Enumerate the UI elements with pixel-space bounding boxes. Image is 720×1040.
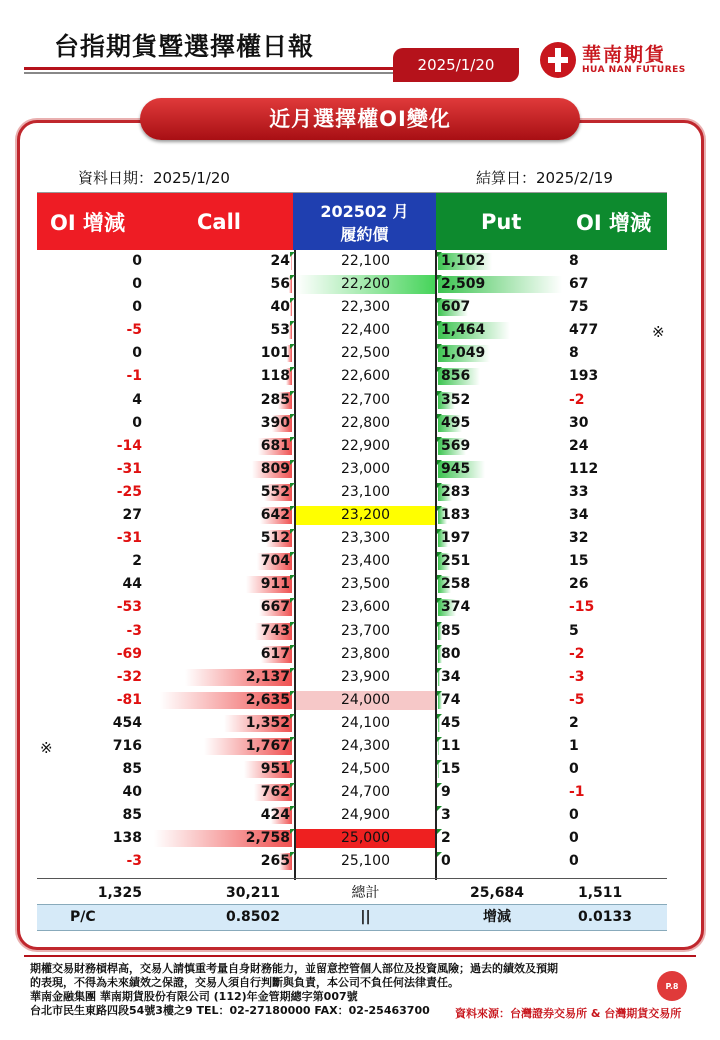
oi-change-call-cell: -5 <box>126 322 142 339</box>
table-row <box>0 527 720 550</box>
cell-marker-icon <box>290 367 295 372</box>
cell-marker-icon <box>290 622 295 627</box>
put-oi-cell: 45 <box>441 714 461 731</box>
cell-marker-icon <box>290 529 295 534</box>
company-logo <box>540 40 692 80</box>
call-oi-cell: 24 <box>270 253 290 269</box>
put-oi-cell: 495 <box>441 414 471 431</box>
put-oi-cell: 352 <box>441 391 471 408</box>
table-row <box>0 827 720 850</box>
put-oi-cell: 283 <box>441 483 471 500</box>
oi-change-put-cell: 0 <box>569 853 579 870</box>
oi-change-put-cell: 26 <box>569 576 589 593</box>
oi-change-call-cell: 85 <box>122 761 142 778</box>
pc-value: 0.8502 <box>225 909 280 925</box>
put-oi-cell: 183 <box>441 507 471 524</box>
note-mark-put: ※ <box>652 323 665 341</box>
put-oi-cell: 258 <box>441 576 471 593</box>
strike-cell: 25,000 <box>341 830 390 847</box>
strike-cell: 24,100 <box>341 714 390 731</box>
oi-change-call-cell: 0 <box>132 345 142 362</box>
company-license: 華南金融集團 華南期貨股份有限公司 (112)年金管期總字第007號 <box>30 990 358 1003</box>
cell-marker-icon <box>290 806 295 811</box>
strike-label: 履約價 <box>340 224 389 244</box>
oi-change-put-cell: -15 <box>569 599 595 616</box>
strike-cell: 23,100 <box>341 483 390 500</box>
pc-change-label: 增減 <box>483 909 511 925</box>
oi-change-call-header: OI 增減 <box>50 210 125 235</box>
logo-cn-text: 華南期貨 <box>582 44 667 66</box>
table-row <box>0 319 720 342</box>
call-oi-cell: 743 <box>260 622 290 639</box>
total-call: 30,211 <box>225 885 280 901</box>
cell-marker-icon <box>290 691 295 696</box>
put-oi-cell: 3 <box>441 807 451 824</box>
oi-change-call-cell: 85 <box>122 807 142 824</box>
oi-change-put-cell: -5 <box>569 691 585 708</box>
report-date: 2025/1/20 <box>393 48 519 82</box>
call-oi-cell: 951 <box>260 761 290 778</box>
put-oi-cell: 15 <box>441 761 461 778</box>
put-oi-cell: 9 <box>441 784 451 801</box>
call-oi-cell: 118 <box>260 368 290 385</box>
total-oi-call: 1,325 <box>97 885 142 901</box>
table-row <box>0 365 720 388</box>
table-row <box>0 342 720 365</box>
put-oi-cell: 85 <box>441 622 461 639</box>
pc-label: P/C <box>70 909 96 925</box>
strike-cell: 23,800 <box>341 645 390 662</box>
strike-cell: 24,300 <box>341 737 390 754</box>
call-oi-cell: 642 <box>260 507 290 524</box>
put-header-label: Put <box>481 209 522 234</box>
call-oi-cell: 512 <box>260 530 290 547</box>
strike-cell: 25,100 <box>341 853 390 870</box>
call-oi-cell: 53 <box>270 322 290 339</box>
call-oi-cell: 617 <box>260 645 290 662</box>
cell-marker-icon <box>290 829 295 834</box>
company-address: 台北市民生東路四段54號3樓之9 TEL：02-27180000 FAX：02-25463700 <box>30 1004 430 1017</box>
cell-marker-icon <box>290 598 295 603</box>
call-oi-cell: 2,635 <box>245 691 290 708</box>
call-header-label: Call <box>197 209 241 234</box>
note-mark-call: ※ <box>40 739 53 757</box>
cell-marker-icon <box>290 760 295 765</box>
table-row <box>0 689 720 712</box>
oi-change-call-cell: 138 <box>112 830 142 847</box>
oi-change-put-cell: -2 <box>569 391 585 408</box>
oi-change-put-cell: 5 <box>569 622 579 639</box>
oi-change-put-cell: -2 <box>569 645 585 662</box>
put-oi-cell: 1,102 <box>441 253 486 269</box>
oi-change-call-cell: -31 <box>116 460 142 477</box>
put-oi-cell: 945 <box>441 460 471 477</box>
table-row <box>0 596 720 619</box>
cell-marker-icon <box>290 321 295 326</box>
strike-cell: 22,700 <box>341 391 390 408</box>
oi-change-put-header: OI 增減 <box>576 210 651 235</box>
call-oi-cell: 667 <box>260 599 290 616</box>
page-number-badge: P.8 <box>657 971 687 1001</box>
table-row <box>0 389 720 412</box>
oi-change-put-cell: 477 <box>569 322 599 339</box>
call-oi-cell: 1,767 <box>245 737 290 754</box>
call-oi-cell: 265 <box>260 853 290 870</box>
table-row <box>0 412 720 435</box>
table-row <box>0 620 720 643</box>
cell-marker-icon <box>290 852 295 857</box>
table-row <box>0 735 720 758</box>
table-row <box>0 573 720 596</box>
cell-marker-icon <box>290 252 295 257</box>
oi-change-call-cell: 0 <box>132 414 142 431</box>
strike-cell: 22,300 <box>341 299 390 316</box>
oi-change-put-cell: 0 <box>569 830 579 847</box>
oi-change-put-cell: 0 <box>569 807 579 824</box>
oi-change-call-cell: -32 <box>116 668 142 685</box>
oi-change-call-cell: -3 <box>126 622 142 639</box>
strike-cell: 23,900 <box>341 668 390 685</box>
oi-change-call-cell: -53 <box>116 599 142 616</box>
settlement-date: 結算日：2025/2/19 <box>476 169 613 187</box>
table-row <box>0 712 720 735</box>
put-oi-cell: 34 <box>441 668 461 685</box>
put-oi-cell: 80 <box>441 645 461 662</box>
section-banner <box>140 98 580 140</box>
oi-change-put-cell: 2 <box>569 714 579 731</box>
strike-cell: 22,900 <box>341 437 390 454</box>
strike-cell: 23,700 <box>341 622 390 639</box>
cell-marker-icon <box>290 414 295 419</box>
cell-marker-icon <box>290 437 295 442</box>
total-label: 總計 <box>351 885 380 901</box>
oi-change-put-cell: 112 <box>569 460 599 477</box>
footer-rule <box>24 955 696 957</box>
table-row <box>0 643 720 666</box>
section-title: 近月選擇權OI變化 <box>269 107 451 131</box>
cell-marker-icon <box>290 783 295 788</box>
report-title: 台指期貨暨選擇權日報 <box>54 32 315 61</box>
oi-change-call-cell: 716 <box>112 737 142 754</box>
table-row <box>0 504 720 527</box>
table-row <box>0 250 720 273</box>
logo-mark-icon <box>540 42 576 78</box>
call-oi-cell: 2,758 <box>245 830 290 847</box>
oi-change-call-cell: -69 <box>116 645 142 662</box>
put-header <box>436 193 667 250</box>
table-row <box>0 435 720 458</box>
cell-marker-icon <box>290 460 295 465</box>
logo-en-text: HUA NAN FUTURES <box>582 65 686 75</box>
put-oi-cell: 197 <box>441 530 471 547</box>
oi-change-put-cell: 24 <box>569 437 589 454</box>
oi-change-put-cell: 193 <box>569 368 599 385</box>
oi-change-call-cell: 0 <box>132 253 142 269</box>
put-oi-cell: 74 <box>441 691 461 708</box>
oi-change-call-cell: 2 <box>132 553 142 570</box>
disclaimer-line-2: 的表現，不得為未來績效之保證，交易人須自行判斷與負責，本公司不負任何法律責任。 <box>30 976 459 989</box>
put-oi-cell: 1,464 <box>441 322 486 339</box>
oi-change-call-cell: 27 <box>122 507 142 524</box>
oi-change-put-cell: 8 <box>569 345 579 362</box>
strike-cell: 22,600 <box>341 368 390 385</box>
total-put: 25,684 <box>470 885 525 901</box>
call-oi-cell: 704 <box>260 553 290 570</box>
oi-change-put-cell: 75 <box>569 299 589 316</box>
oi-change-call-cell: -3 <box>126 853 142 870</box>
table-row <box>0 850 720 873</box>
call-oi-cell: 1,352 <box>245 714 290 731</box>
strike-cell: 22,500 <box>341 345 390 362</box>
strike-cell: 23,400 <box>341 553 390 570</box>
disclaimer-line-1: 期權交易財務槓桿高，交易人請慎重考量自身財務能力，並留意控管個人部位及投資風險；過去的績效及預期 <box>30 962 558 975</box>
put-oi-cell: 374 <box>441 599 471 616</box>
oi-change-put-cell: 1 <box>569 737 579 754</box>
table-row <box>0 781 720 804</box>
cell-marker-icon <box>290 552 295 557</box>
oi-change-put-cell: 8 <box>569 253 579 269</box>
oi-change-call-cell: -25 <box>116 483 142 500</box>
put-oi-cell: 11 <box>441 737 461 754</box>
oi-change-call-cell: -14 <box>116 437 142 454</box>
oi-change-call-cell: 4 <box>132 391 142 408</box>
table-row <box>0 481 720 504</box>
cell-marker-icon <box>290 483 295 488</box>
strike-cell: 22,200 <box>341 276 390 293</box>
call-header <box>37 193 293 250</box>
header-rule-shadow <box>24 72 394 74</box>
table-row <box>0 804 720 827</box>
put-oi-cell: 569 <box>441 437 471 454</box>
oi-change-put-cell: 33 <box>569 483 589 500</box>
strike-cell: 23,200 <box>341 507 390 524</box>
call-oi-cell: 390 <box>260 414 290 431</box>
cell-marker-icon <box>290 275 295 280</box>
cell-marker-icon <box>290 575 295 580</box>
strike-cell: 23,600 <box>341 599 390 616</box>
oi-change-call-cell: -31 <box>116 530 142 547</box>
table-row <box>0 296 720 319</box>
strike-cell: 24,700 <box>341 784 390 801</box>
call-oi-cell: 911 <box>260 576 290 593</box>
cell-marker-icon <box>290 645 295 650</box>
put-oi-cell: 251 <box>441 553 471 570</box>
call-oi-cell: 101 <box>260 345 290 362</box>
strike-cell: 22,800 <box>341 414 390 431</box>
oi-change-put-cell: 67 <box>569 276 589 293</box>
call-oi-cell: 2,137 <box>245 668 290 685</box>
oi-change-call-cell: -81 <box>116 691 142 708</box>
total-oi-put: 1,511 <box>578 885 623 901</box>
oi-change-put-cell: 34 <box>569 507 589 524</box>
oi-change-put-cell: 32 <box>569 530 589 547</box>
strike-cell: 23,500 <box>341 576 390 593</box>
strike-cell: 24,000 <box>341 691 390 708</box>
strike-cell: 24,900 <box>341 807 390 824</box>
header-rule <box>24 67 394 70</box>
strike-cell: 23,300 <box>341 530 390 547</box>
cell-marker-icon <box>290 298 295 303</box>
oi-change-put-cell: 0 <box>569 761 579 778</box>
oi-change-call-cell: 40 <box>122 784 142 801</box>
oi-table-body <box>0 250 720 874</box>
cell-marker-icon <box>290 506 295 511</box>
pc-separator: || <box>360 909 371 925</box>
put-oi-cell: 1,049 <box>441 345 486 362</box>
put-oi-cell: 607 <box>441 299 471 316</box>
strike-cell: 23,000 <box>341 460 390 477</box>
table-row <box>0 758 720 781</box>
put-oi-cell: 0 <box>441 853 451 870</box>
call-oi-cell: 424 <box>260 807 290 824</box>
call-oi-cell: 56 <box>270 276 290 293</box>
cell-marker-icon <box>290 737 295 742</box>
month-label: 202502 月 <box>320 201 409 221</box>
totals-rule <box>37 878 667 879</box>
oi-change-call-cell: 0 <box>132 299 142 316</box>
oi-change-put-cell: -1 <box>569 784 585 801</box>
oi-change-put-cell: 30 <box>569 414 589 431</box>
strike-cell: 22,100 <box>341 253 390 269</box>
strike-header <box>293 193 436 250</box>
cell-marker-icon <box>290 391 295 396</box>
call-oi-cell: 552 <box>260 483 290 500</box>
strike-cell: 24,500 <box>341 761 390 778</box>
oi-change-call-cell: -1 <box>126 368 142 385</box>
call-oi-cell: 762 <box>260 784 290 801</box>
put-oi-cell: 2,509 <box>441 276 486 293</box>
oi-change-call-cell: 454 <box>112 714 142 731</box>
pc-change-value: 0.0133 <box>578 909 633 925</box>
table-row <box>0 666 720 689</box>
oi-change-put-cell: -3 <box>569 668 585 685</box>
cell-marker-icon <box>290 344 295 349</box>
table-row <box>0 458 720 481</box>
oi-change-put-cell: 15 <box>569 553 589 570</box>
call-oi-cell: 285 <box>260 391 290 408</box>
oi-change-call-cell: 0 <box>132 276 142 293</box>
call-oi-cell: 40 <box>270 299 290 316</box>
call-oi-cell: 809 <box>260 460 290 477</box>
table-row <box>0 550 720 573</box>
data-source: 資料來源：台灣證券交易所 & 台灣期貨交易所 <box>455 1007 682 1020</box>
cell-marker-icon <box>290 668 295 673</box>
cell-marker-icon <box>290 714 295 719</box>
data-date: 資料日期：2025/1/20 <box>78 169 230 187</box>
oi-change-call-cell: 44 <box>122 576 142 593</box>
call-oi-cell: 681 <box>260 437 290 454</box>
table-row <box>0 273 720 296</box>
put-oi-cell: 2 <box>441 830 451 847</box>
strike-cell: 22,400 <box>341 322 390 339</box>
put-oi-cell: 856 <box>441 368 471 385</box>
